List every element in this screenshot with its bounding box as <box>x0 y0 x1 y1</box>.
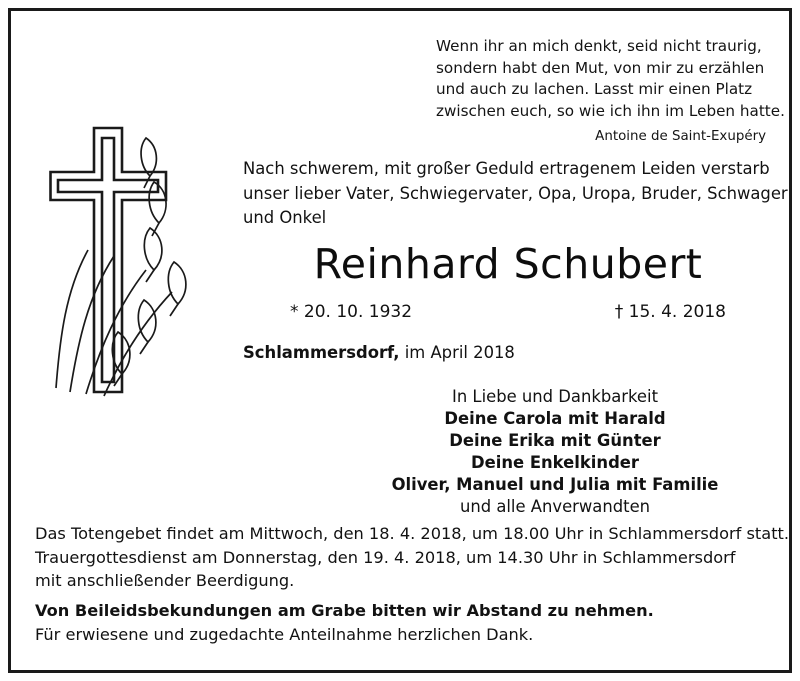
intro-text <box>243 157 788 231</box>
family-member: Deine Carola mit Harald <box>444 408 666 428</box>
service-line: mit anschließender Beerdigung. <box>35 571 295 591</box>
place-date: im April 2018 <box>399 343 515 362</box>
quote-line: sondern habt den Mut, von mir zu erzählen <box>436 58 765 77</box>
life-dates <box>258 302 758 322</box>
quote-block <box>436 36 785 146</box>
place-line <box>243 343 515 362</box>
cross-with-wheat-icon <box>26 110 216 410</box>
service-line: Das Totengebet findet am Mittwoch, den 18. 4. 2018, um 18.00 Uhr in Schlammersdorf statt. <box>35 524 790 543</box>
family-member: Deine Erika mit Günter <box>449 430 661 450</box>
intro-line: Nach schwerem, mit großer Geduld ertragenem Leiden verstarb <box>243 159 770 178</box>
quote-line: und auch zu lachen. Lasst mir einen Platz <box>436 80 753 99</box>
family-member: Deine Enkelkinder <box>470 452 639 472</box>
intro-line: unser lieber Vater, Schwiegervater, Opa, Uropa, Bruder, Schwager <box>243 183 788 203</box>
family-member: Oliver, Manuel und Julia mit Familie <box>391 474 719 494</box>
condolence-request: Von Beileidsbekundungen am Grabe bitten wir Abstand zu nehmen. <box>35 600 654 620</box>
thanks-line: Für erwiesene und zugedachte Anteilnahme herzlichen Dank. <box>35 624 534 644</box>
family-block <box>340 386 770 518</box>
intro-line: und Onkel <box>243 208 327 228</box>
family-closing: und alle Anverwandten <box>459 496 651 516</box>
deceased-name: Reinhard Schubert <box>313 240 703 288</box>
quote-author: Antoine de Saint-Exupéry <box>595 129 766 145</box>
service-line: Trauergottesdienst am Donnerstag, den 19. 4. 2018, um 14.30 Uhr in Schlammersdorf <box>35 547 736 567</box>
quote-line: zwischen euch, so wie ich ihn im Leben hatte. <box>436 101 785 120</box>
service-details <box>35 522 790 646</box>
death-date: † 15. 4. 2018 <box>614 302 726 322</box>
place-name: Schlammersdorf, <box>243 343 400 362</box>
family-heading: In Liebe und Dankbarkeit <box>452 387 658 406</box>
birth-date: * 20. 10. 1932 <box>290 302 413 322</box>
quote-line: Wenn ihr an mich denkt, seid nicht traurig, <box>436 37 762 55</box>
